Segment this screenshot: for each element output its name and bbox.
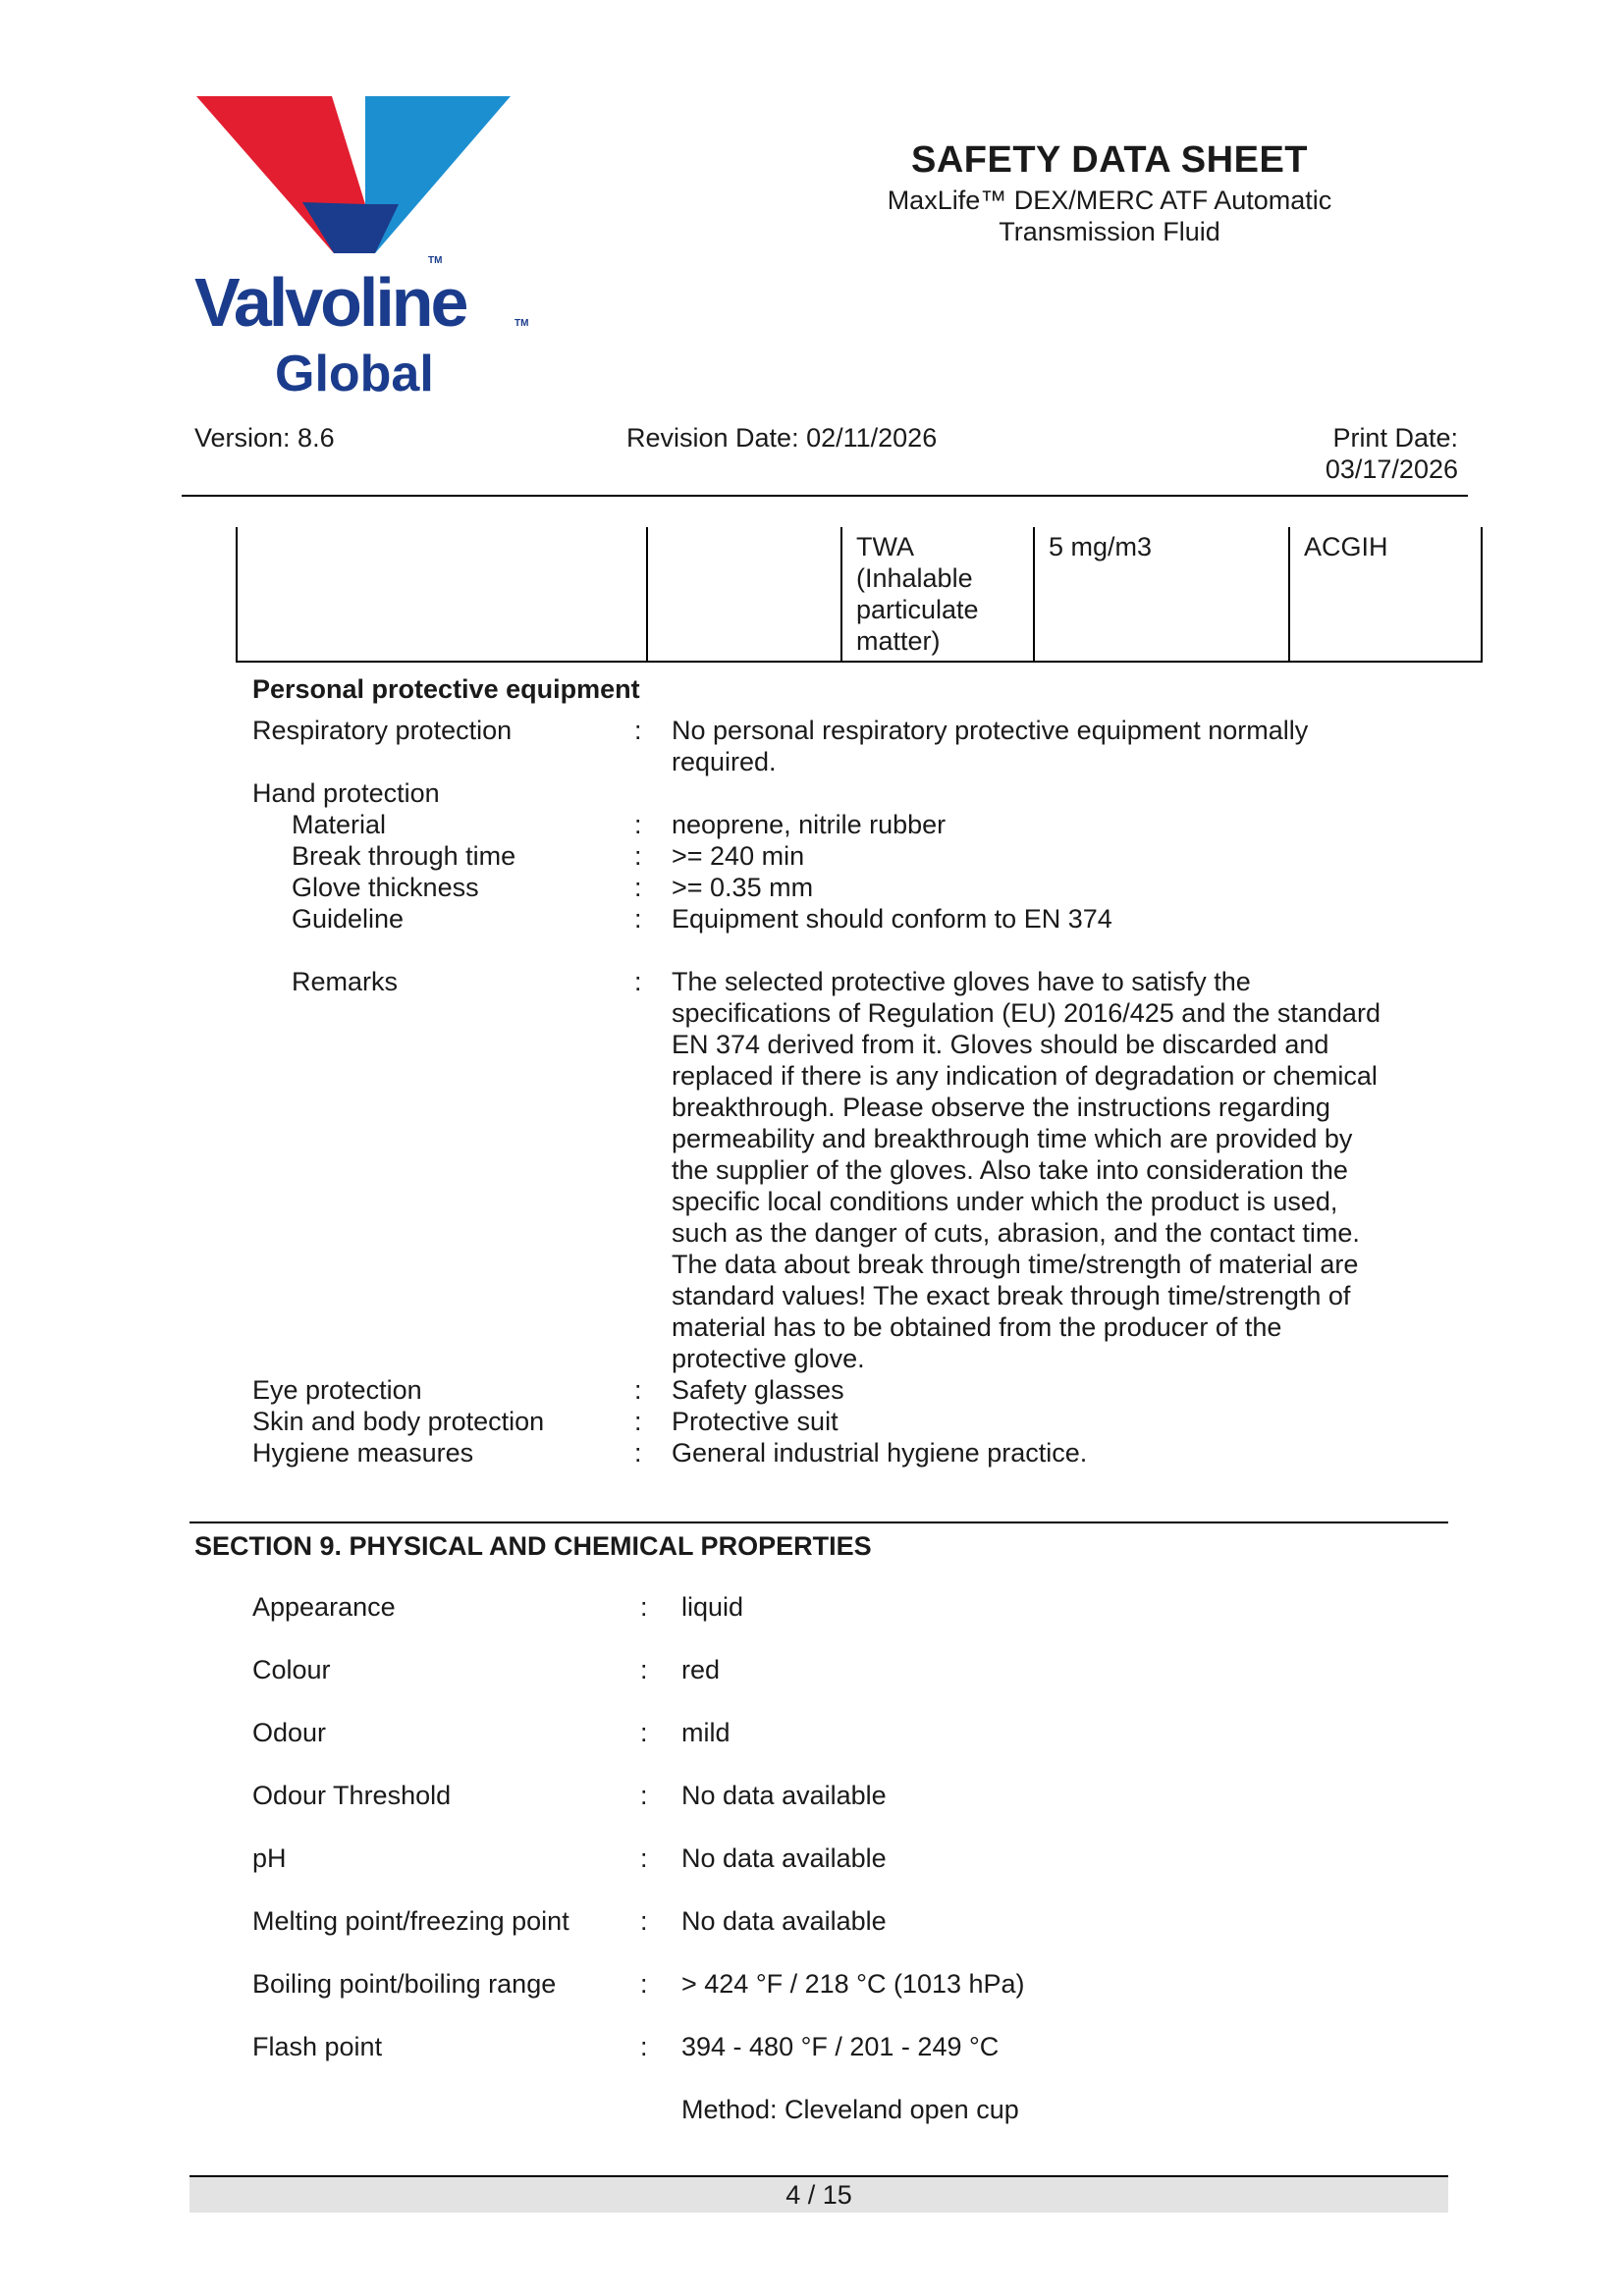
property-value: mild (681, 1718, 731, 1747)
guideline-label: Guideline (292, 904, 405, 934)
material-value: neoprene, nitrile rubber (672, 810, 947, 839)
property-value: red (681, 1655, 721, 1684)
eye-protection-value: Safety glasses (672, 1375, 844, 1405)
property-label: Melting point/freezing point (252, 1906, 569, 1936)
glove-thickness-label: Glove thickness (292, 873, 479, 902)
property-label: Appearance (252, 1592, 396, 1622)
valvoline-global-logo (192, 94, 529, 402)
product-name-line2: Transmission Fluid (999, 217, 1220, 246)
respiratory-value: No personal respiratory protective equipment normally required. (672, 716, 1309, 776)
section-9-heading: SECTION 9. PHYSICAL AND CHEMICAL PROPERTIES (194, 1531, 872, 1561)
page-number: 4 / 15 (785, 2180, 852, 2210)
product-name-line1: MaxLife™ DEX/MERC ATF Automatic (887, 186, 1332, 215)
colon: : (640, 1592, 648, 1622)
table-cell-control-parameter: 5 mg/m3 (1034, 527, 1289, 662)
svg-text:TM: TM (428, 255, 443, 266)
table-cell-value-type: TWA (Inhalable particulate matter) (841, 527, 1034, 662)
print-date (1276, 422, 1458, 485)
valvoline-v-icon (192, 94, 529, 402)
ppe-heading: Personal protective equipment (252, 674, 640, 704)
colon: : (634, 841, 642, 871)
colon: : (634, 904, 642, 934)
logo-brand-text: Valvoline (194, 264, 466, 341)
colon: : (640, 2032, 648, 2061)
colon: : (634, 716, 642, 745)
property-label: Odour (252, 1718, 327, 1747)
eye-protection-label: Eye protection (252, 1375, 422, 1405)
header-divider (182, 495, 1468, 497)
property-value: liquid (681, 1592, 744, 1622)
section-divider (189, 1522, 1448, 1523)
colon: : (634, 967, 642, 996)
remarks-label: Remarks (292, 967, 399, 996)
glove-thickness-value: >= 0.35 mm (672, 873, 814, 902)
table-row (237, 527, 1482, 662)
property-label: Flash point (252, 2032, 383, 2061)
colon: : (640, 1843, 648, 1873)
flash-point-method: Method: Cleveland open cup (681, 2095, 1019, 2124)
property-label: Boiling point/boiling range (252, 1969, 557, 1999)
break-through-value: >= 240 min (672, 841, 805, 871)
product-name (864, 185, 1355, 247)
table-cell-component (237, 527, 647, 662)
svg-text:TM: TM (514, 318, 529, 329)
property-label: pH (252, 1843, 287, 1873)
hand-protection-label: Hand protection (252, 778, 440, 808)
property-value: > 424 °F / 218 °C (1013 hPa) (681, 1969, 1025, 1999)
guideline-value: Equipment should conform to EN 374 (672, 904, 1112, 934)
colon: : (634, 810, 642, 839)
logo-sub-text: Global (275, 346, 434, 402)
document-title: SAFETY DATA SHEET (910, 139, 1308, 181)
property-value: No data available (681, 1906, 887, 1936)
version: Version: 8.6 (194, 423, 335, 453)
hygiene-value: General industrial hygiene practice. (672, 1438, 1088, 1468)
property-value: No data available (681, 1843, 887, 1873)
revision-date: Revision Date: 02/11/2026 (626, 423, 938, 453)
print-date-value: 03/17/2026 (1325, 454, 1458, 484)
skin-protection-label: Skin and body protection (252, 1407, 545, 1436)
skin-protection-value: Protective suit (672, 1407, 839, 1436)
exposure-limits-table (236, 527, 1483, 663)
hygiene-label: Hygiene measures (252, 1438, 474, 1468)
colon: : (634, 873, 642, 902)
colon: : (640, 1655, 648, 1684)
respiratory-label: Respiratory protection (252, 716, 513, 745)
property-label: Odour Threshold (252, 1781, 452, 1810)
colon: : (640, 1906, 648, 1936)
property-value: No data available (681, 1781, 887, 1810)
colon: : (634, 1438, 642, 1468)
table-cell-basis: ACGIH (1289, 527, 1482, 662)
colon: : (634, 1375, 642, 1405)
colon: : (640, 1781, 648, 1810)
remarks-value: The selected protective gloves have to satisfy the specifications of Regulation (EU) 2016/425 and the standard EN 374 derived from it. Gloves should be discarded and replaced if there is any indication of degradation or chemical breakthrough. Please observe the instructions regarding permeability and breakthrough time which are provided by the supplier of the gloves. Also take into consideration the specific local conditions under which the product is used, such as the danger of cuts, abrasion, and the contact time. The data about break through time/strength of material are standard values! The exact break through time/strength of material has to be obtained from the producer of the protective glove. (672, 967, 1380, 1373)
material-label: Material (292, 810, 387, 839)
colon: : (640, 1718, 648, 1747)
print-date-label: Print Date: (1332, 423, 1458, 453)
colon: : (634, 1407, 642, 1436)
property-label: Colour (252, 1655, 331, 1684)
property-value: 394 - 480 °F / 201 - 249 °C (681, 2032, 1000, 2061)
table-cell-cas (647, 527, 841, 662)
colon: : (640, 1969, 648, 1999)
break-through-label: Break through time (292, 841, 516, 871)
